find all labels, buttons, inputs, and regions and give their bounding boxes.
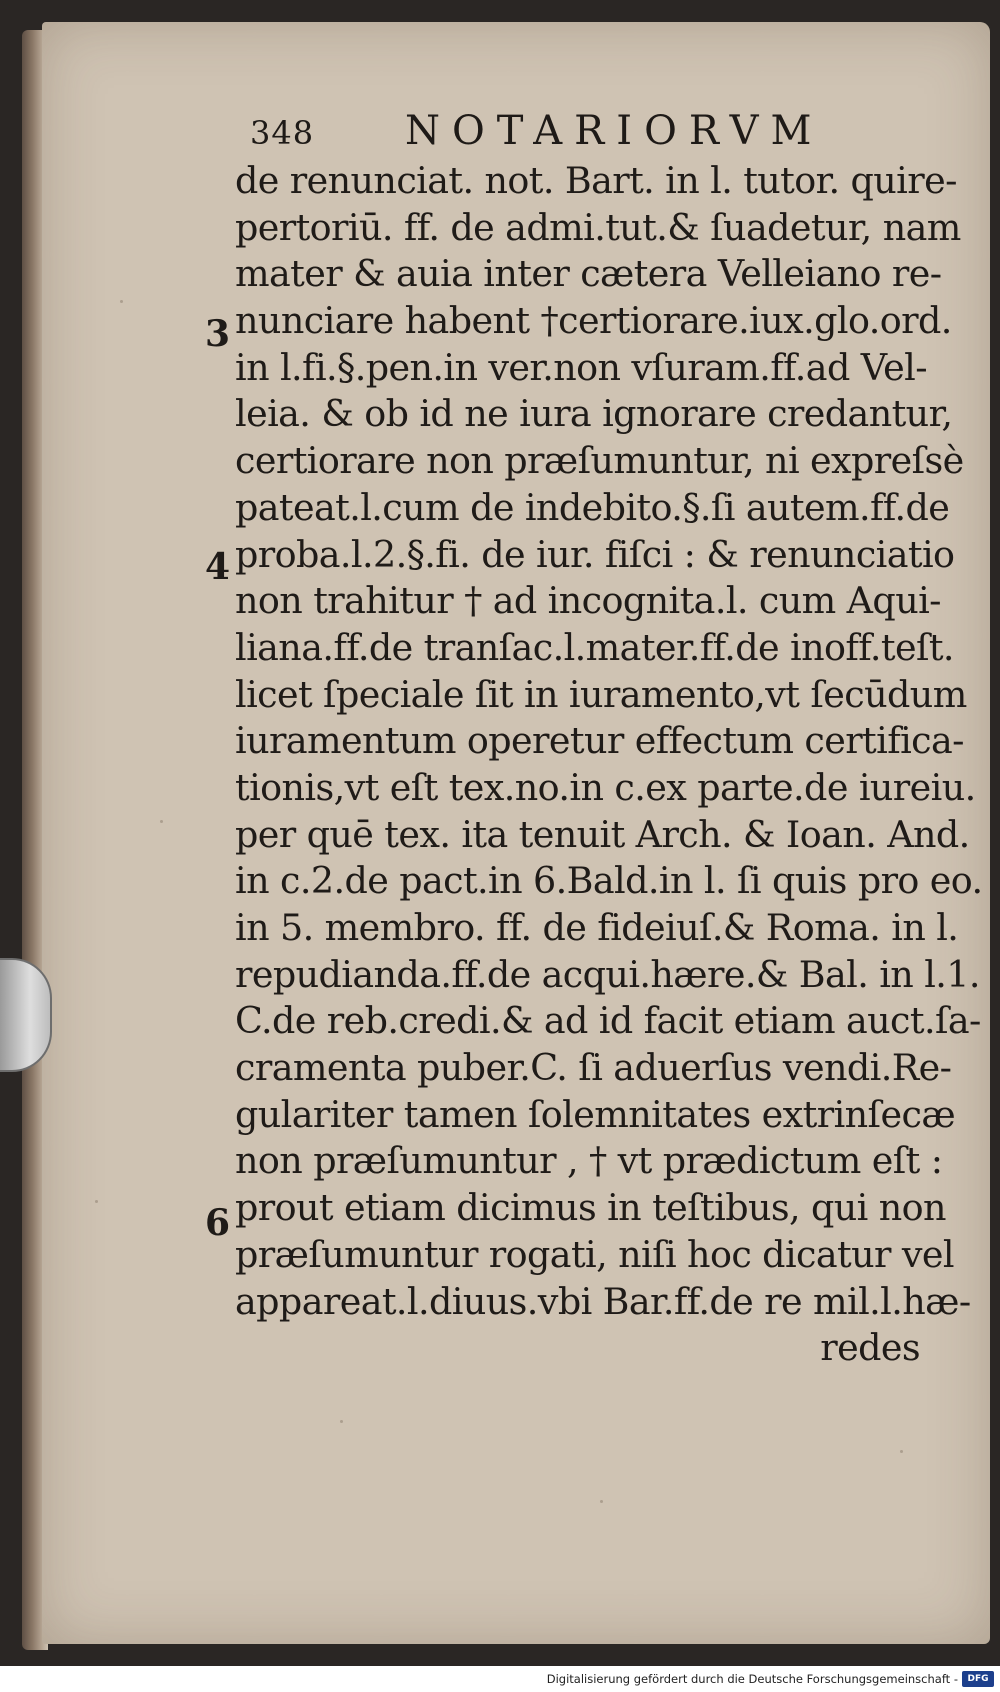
text-line: licet ſpeciale ſit in iuramento,vt ſecūdum: [235, 672, 967, 716]
page-header: [250, 108, 850, 158]
margin-note-6: 6: [205, 1202, 231, 1244]
text-line: cramenta puber.C. ſi aduerſus vendi.Re-: [235, 1046, 952, 1090]
text-line: certiorare non præſumuntur, ni expreſsè: [235, 439, 964, 483]
text-line: nunciare habent †certiorare.iux.glo.ord.: [235, 299, 952, 343]
text-line: de renunciat. not. Bart. in l. tutor. quire-: [235, 159, 957, 202]
text-line: proba.l.2.§.fi. de iur. fiſci : & renunciatio: [235, 532, 955, 576]
running-title: NOTARIORVM: [405, 108, 824, 154]
page-number: 348: [250, 114, 315, 152]
text-line: liana.ff.de tranſac.l.mater.ff.de inoff.teſt.: [235, 625, 954, 669]
text-line: repudianda.ff.de acqui.hære.& Bal. in l.1.: [235, 952, 980, 996]
text-line: in 5. membro. ff. de fideiuſ.& Roma. in l.: [235, 906, 959, 949]
text-line: mater & auia inter cætera Velleiano re-: [235, 252, 942, 296]
text-line: C.de reb.credi.& ad id facit etiam auct.ſa-: [235, 999, 981, 1043]
margin-note-4: 4: [205, 546, 231, 588]
text-line: tionis,vt eſt tex.no.in c.ex parte.de iureiu.: [235, 765, 976, 809]
text-line: pateat.l.cum de indebito.§.ſi autem.ff.de: [235, 485, 950, 529]
text-line: gulariter tamen ſolemnitates extrinſecæ: [235, 1092, 956, 1136]
text-line: leia. & ob id ne iura ignorare credantur,: [235, 392, 953, 436]
text-line: non præſumuntur , † vt prædictum eſt :: [235, 1139, 943, 1183]
text-line: per quē tex. ita tenuit Arch. & Ioan. And.: [235, 812, 970, 856]
page-clip: [0, 958, 52, 1072]
dfg-logo-icon: DFG: [962, 1671, 994, 1687]
digitization-footer: [0, 1666, 1000, 1692]
text-line: in l.fi.§.pen.in ver.non vſuram.ff.ad Vel-: [235, 345, 927, 389]
body-text: [235, 158, 983, 1372]
text-line: præſumuntur rogati, niſi hoc dicatur vel: [235, 1232, 954, 1276]
text-line: in c.2.de pact.in 6.Bald.in l. ſi quis pro eo.: [235, 859, 983, 903]
catchword: redes: [820, 1326, 920, 1370]
text-line: appareat.l.diuus.vbi Bar.ff.de re mil.l.hæ-: [235, 1279, 971, 1323]
text-line: non trahitur † ad incognita.l. cum Aqui-: [235, 579, 941, 623]
footer-credit: Digitalisierung gefördert durch die Deutsche Forschungsgemeinschaft -: [546, 1672, 958, 1686]
text-line: pertoriū. ff. de admi.tut.& ſuadetur, nam: [235, 205, 961, 249]
text-line: prout etiam dicimus in teſtibus, qui non: [235, 1186, 946, 1230]
margin-note-3: 3: [205, 313, 231, 355]
text-line: iuramentum operetur effectum certifica-: [235, 719, 964, 763]
